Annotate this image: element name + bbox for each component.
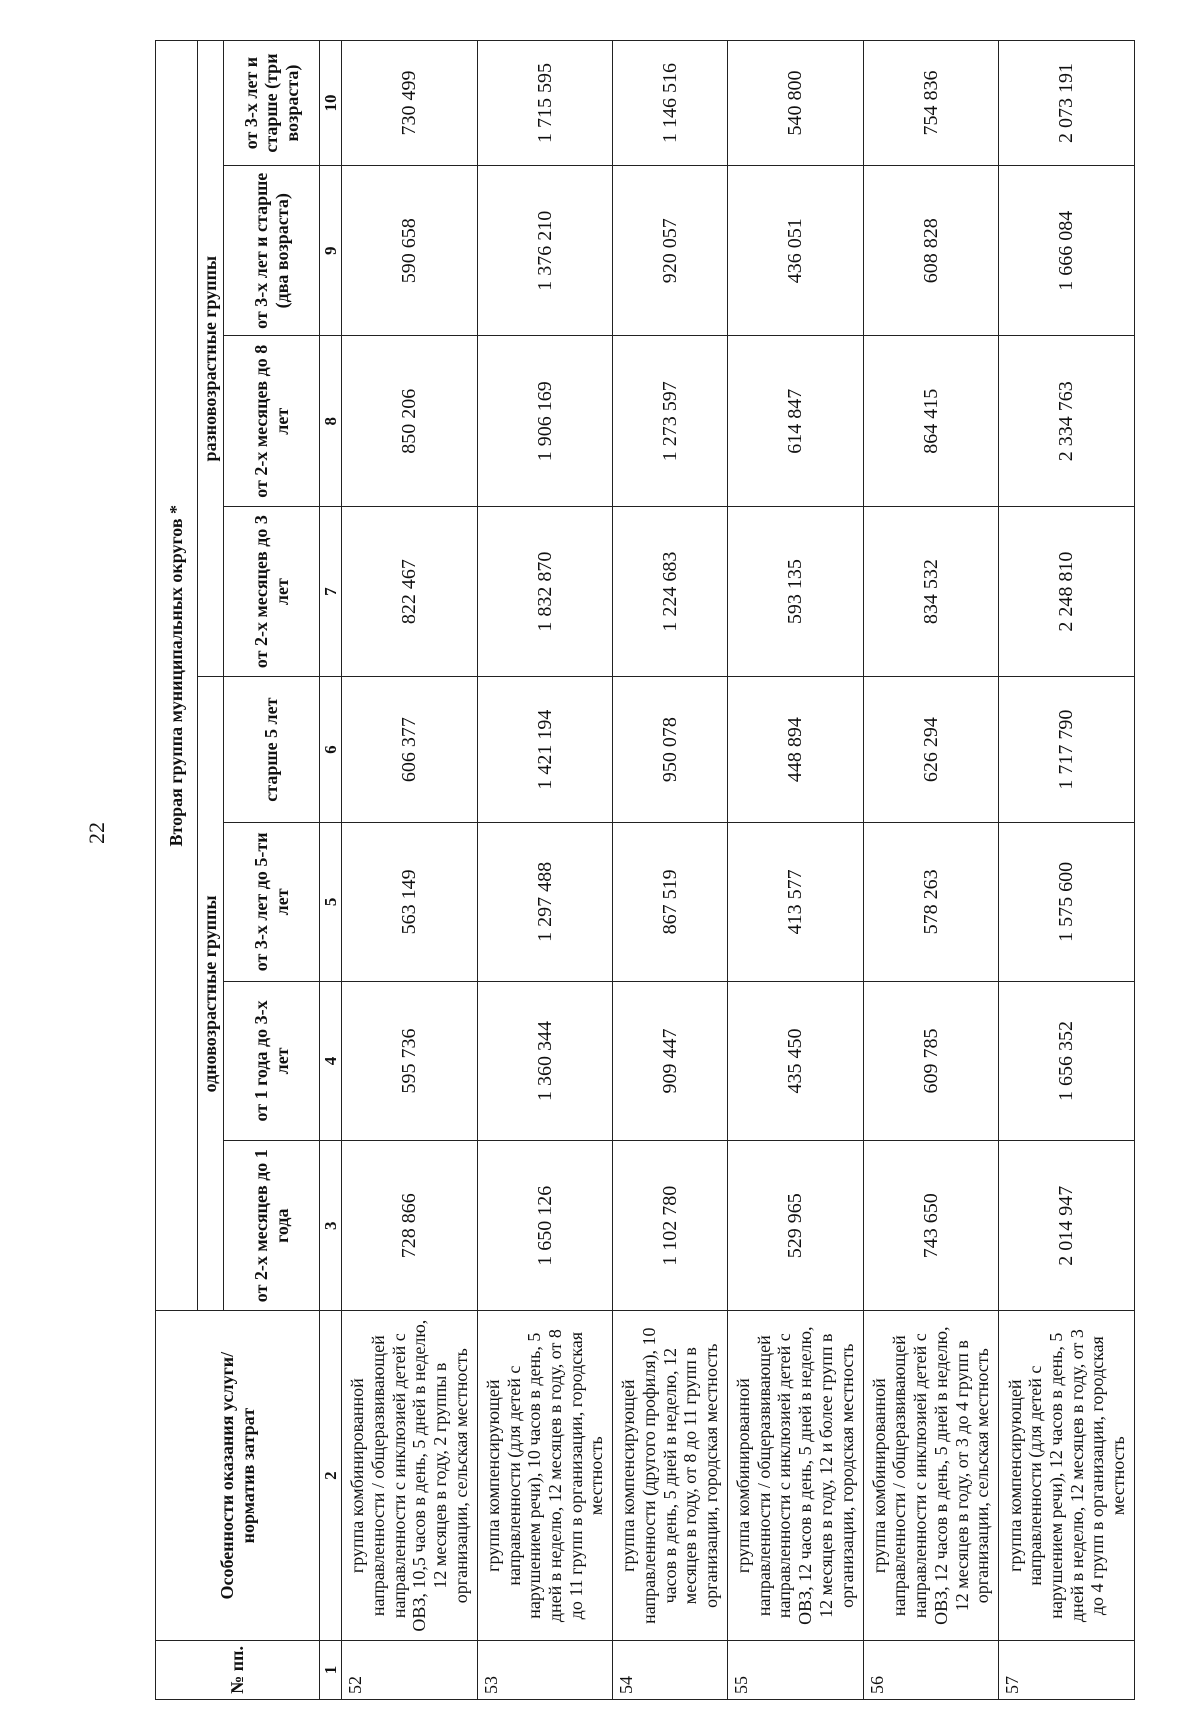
cost-value-cell: 1 715 595 — [477, 41, 613, 166]
cost-value-cell: 590 658 — [342, 166, 478, 336]
cost-norms-table — [155, 40, 1135, 1700]
cost-value-cell: 608 828 — [863, 166, 999, 336]
cost-value-cell: 1 656 352 — [999, 981, 1135, 1140]
header-mixed-age: разновозрастные группы — [198, 41, 224, 677]
cost-value-cell: 728 866 — [342, 1140, 478, 1310]
cost-value-cell: 529 965 — [727, 1140, 863, 1310]
cost-value-cell: 1 650 126 — [477, 1140, 613, 1310]
column-index: 9 — [320, 166, 342, 336]
cost-value-cell: 822 467 — [342, 506, 478, 676]
row-description: группа комбинированной направленности / общеразвивающей направленности с инклюзией детей с ОВЗ, 12 часов в день, 5 дней в неделю, 12 месяцев в году, 12 и более групп в организации, городская местность — [727, 1311, 863, 1641]
cost-value-cell: 606 377 — [342, 677, 478, 822]
column-header: от 3-х лет до 5-ти лет — [224, 822, 320, 981]
cost-value-cell: 730 499 — [342, 41, 478, 166]
cost-value-cell: 864 415 — [863, 336, 999, 506]
cost-value-cell: 540 800 — [727, 41, 863, 166]
cost-value-cell: 1 832 870 — [477, 506, 613, 676]
column-header: от 3-х лет и старше (три возраста) — [224, 41, 320, 166]
header-no: № пп. — [156, 1640, 320, 1699]
header-group-title: Вторая группа муниципальных округов * — [156, 41, 198, 1311]
cost-value-cell: 1 666 084 — [999, 166, 1135, 336]
column-header: от 3-х лет и старше (два возраста) — [224, 166, 320, 336]
column-index: 10 — [320, 41, 342, 166]
cost-value-cell: 2 014 947 — [999, 1140, 1135, 1310]
row-description: группа компенсирующей направленности (другого профиля), 10 часов в день, 5 дней в неделю, 12 месяцев в году, от 8 до 11 групп в организации, городская местность — [613, 1311, 727, 1641]
row-description: группа комбинированной направленности / общеразвивающей направленности с инклюзией детей с ОВЗ, 12 часов в день, 5 дней в неделю, 12 месяцев в году, от 3 до 4 групп в организации, сельская местность — [863, 1311, 999, 1641]
cost-value-cell: 1 273 597 — [613, 336, 727, 506]
cost-value-cell: 1 297 488 — [477, 822, 613, 981]
page-number: 22 — [84, 822, 109, 844]
rotated-table-container — [155, 40, 1135, 1700]
cost-value-cell: 1 421 194 — [477, 677, 613, 822]
cost-value-cell: 448 894 — [727, 677, 863, 822]
cost-value-cell: 754 836 — [863, 41, 999, 166]
row-number: 54 — [613, 1640, 727, 1699]
cost-value-cell: 1 575 600 — [999, 822, 1135, 981]
row-description: группа компенсирующей направленности (для детей с нарушением речи), 12 часов в день, 5 дней в неделю, 12 месяцев в году, от 3 до 4 групп в организации, городская местность — [999, 1311, 1135, 1641]
table-row — [727, 41, 863, 1700]
cost-value-cell: 626 294 — [863, 677, 999, 822]
column-index: 2 — [320, 1311, 342, 1641]
cost-value-cell: 1 376 210 — [477, 166, 613, 336]
cost-value-cell: 920 057 — [613, 166, 727, 336]
column-header: от 2-х месяцев до 1 года — [224, 1140, 320, 1310]
table-row — [613, 41, 727, 1700]
table-row — [342, 41, 478, 1700]
column-header: от 2-х месяцев до 3 лет — [224, 506, 320, 676]
row-number: 57 — [999, 1640, 1135, 1699]
cost-value-cell: 2 073 191 — [999, 41, 1135, 166]
cost-value-cell: 950 078 — [613, 677, 727, 822]
row-number: 52 — [342, 1640, 478, 1699]
cost-value-cell: 436 051 — [727, 166, 863, 336]
cost-value-cell: 435 450 — [727, 981, 863, 1140]
cost-value-cell: 850 206 — [342, 336, 478, 506]
column-index: 3 — [320, 1140, 342, 1310]
cost-value-cell: 1 224 683 — [613, 506, 727, 676]
cost-value-cell: 593 135 — [727, 506, 863, 676]
column-index: 7 — [320, 506, 342, 676]
cost-value-cell: 2 334 763 — [999, 336, 1135, 506]
row-number: 53 — [477, 1640, 613, 1699]
row-number: 55 — [727, 1640, 863, 1699]
header-single-age: одновозрастные группы — [198, 677, 224, 1311]
cost-value-cell: 909 447 — [613, 981, 727, 1140]
column-index: 8 — [320, 336, 342, 506]
cost-value-cell: 1 360 344 — [477, 981, 613, 1140]
cost-value-cell: 563 149 — [342, 822, 478, 981]
table-row — [863, 41, 999, 1700]
row-description: группа компенсирующей направленности (для детей с нарушением речи), 10 часов в день, 5 дней в неделю, 12 месяцев в году, от 8 до 11 групп в организации, городская местность — [477, 1311, 613, 1641]
column-index: 1 — [320, 1640, 342, 1699]
cost-value-cell: 609 785 — [863, 981, 999, 1140]
cost-value-cell: 743 650 — [863, 1140, 999, 1310]
cost-value-cell: 614 847 — [727, 336, 863, 506]
header-features: Особенности оказания услуги/норматив затрат — [156, 1311, 320, 1641]
cost-value-cell: 1 146 516 — [613, 41, 727, 166]
column-header: от 1 года до 3-х лет — [224, 981, 320, 1140]
cost-value-cell: 834 532 — [863, 506, 999, 676]
table-row — [477, 41, 613, 1700]
cost-value-cell: 578 263 — [863, 822, 999, 981]
cost-value-cell: 2 248 810 — [999, 506, 1135, 676]
column-header: старше 5 лет — [224, 677, 320, 822]
cost-value-cell: 413 577 — [727, 822, 863, 981]
row-number: 56 — [863, 1640, 999, 1699]
cost-value-cell: 1 102 780 — [613, 1140, 727, 1310]
cost-value-cell: 595 736 — [342, 981, 478, 1140]
table-row — [999, 41, 1135, 1700]
column-index: 4 — [320, 981, 342, 1140]
column-index: 5 — [320, 822, 342, 981]
column-header: от 2-х месяцев до 8 лет — [224, 336, 320, 506]
cost-value-cell: 1 906 169 — [477, 336, 613, 506]
cost-value-cell: 1 717 790 — [999, 677, 1135, 822]
column-index: 6 — [320, 677, 342, 822]
row-description: группа комбинированной направленности / общеразвивающей направленности с инклюзией детей с ОВЗ, 10,5 часов в день, 5 дней в неделю, 12 месяцев в году, 2 группы в организации, сельская местность — [342, 1311, 478, 1641]
cost-value-cell: 867 519 — [613, 822, 727, 981]
